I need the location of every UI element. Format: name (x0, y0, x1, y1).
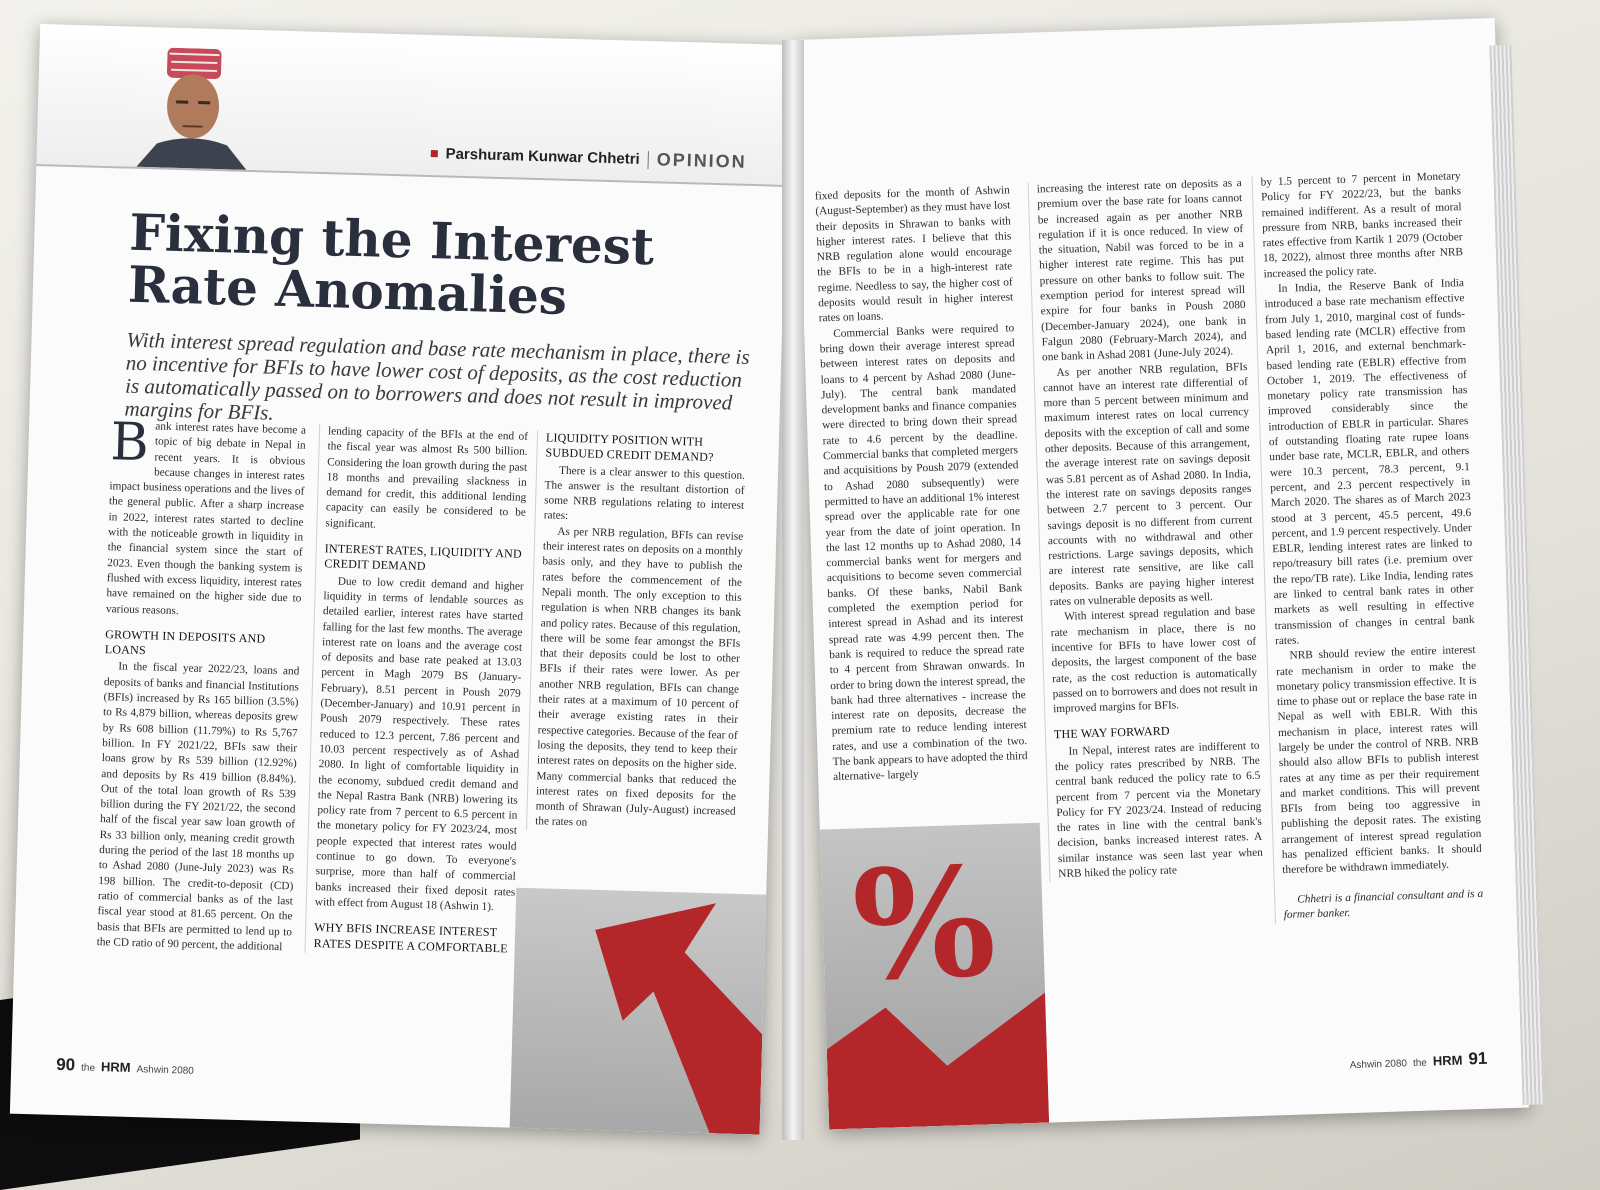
intro-paragraph (105, 412, 307, 622)
paragraph-ashwin: fixed deposits for the month of Ashwin (August-September) as they must have lost their deposits in Shrawan to banks with higher interest rates. I believe that this NRB regulation alone would encourage the BFIs to be in a high-interest rate regime. Needless to say, the higher cost of deposits would result in higher interest rates on loans. (814, 184, 1014, 325)
right-column-1 (815, 183, 1029, 785)
paragraph-policy: by 1.5 percent to 7 percent in Monetary Policy for FY 2022/23, but the banks remained indifferent. As a result of moral pressure from NRB, banks increased their rates effective from Kartik 1 2079 (October 18, 2022), almost three months after NRB increased the policy rate. (1260, 170, 1464, 281)
article-photo-right (820, 823, 1049, 1130)
drop-cap: B (109, 412, 150, 474)
magazine-prefix-right: the (1412, 1057, 1428, 1070)
page-number-right: 91 (1468, 1048, 1488, 1069)
paragraph-growth: In the fiscal year 2022/23, loans and deposits of banks and financial Institutions (BFIs) increased by Rs 165 billion (3.5%) to Rs 4,879 billion, whereas deposits grew by Rs 608 billion (11.79%) to Rs 5,767 billion. In FY 2021/22, BFIs saw their loans grow by Rs 539 billion (12.92%) and deposits by Rs 419 billion (8.84%). Out of the total loan growth of Rs 539 billion during the FY 2021/22, the second half of the fiscal year saw loan growth of Rs 33 billion only, meaning credit growth during the period of the last 18 months up to Ashad 2080 (June-July 2023) was Rs 198 billion. The credit-to-deposit (CD) ratio of commercial banks as of the last fiscal year stood at 81.65 percent. On the basis that BFIs are permitted to lend up to the CD ratio of 90 percent, the additional (96, 660, 300, 953)
paragraph-rates: Due to low credit demand and higher liquidity in terms of lendable sources as detailed earlier, interest rates have started falling for the last few months. The average interest rate on loans and the average cost of deposits and base rate peaked at 13.03 percent in Magh 2079 BS (January-February), 8.51 percent in Poush 2079 (December-January) and 10.91 percent in Poush 2079 respectively. These rates reduced to 12.3 percent, 7.86 percent and 10.03 percent respectively as of Ashad 2080. In light of comfortable liquidity in the economy, subdued credit demand and the Nepal Rastra Bank (NRB) lowering its policy rate from 7 percent to 6.5 percent in the monetary policy for FY 2023/24, most people expected that interest rates would continue to go down. To everyone's surprise, more than half of commercial banks increased their fixed deposit rates with effect from August 18 (Ashwin 1). (314, 575, 524, 913)
paragraph-recommendation: NRB should review the entire interest rate mechanism in order to make the monetary policy transmission effective. It is time to phase out or replace the base rate in Nepal as well with EBLR. With this mechanism in place, interest rates will largely be under the control of NRB. NRB should also allow BFIs to publish interest rates at any time as per their requirement and market conditions. This will prevent BFIs from being too aggressive in publishing the deposit rates. The existing arrangement of interest spread regulation has penalized efficient banks. It should therefore be withdrawn immediately. (1275, 644, 1482, 877)
heading-liquidity: LIQUIDITY POSITION WITH SUBDUED CREDIT DEMAND? (545, 430, 714, 465)
intro-text: ank interest rates have become a topic of big debate in Nepal in recent years. It is obvious because changes in interest rates impact business operations and the lives of the general public. After a sharp increase in 2022, interest rates started to decline with the noticeable growth in liquidity in the financial system since the start of 2023. Even though the banking system is flushed with excess liquidity, interest rates have remained on the higher side due to various reasons. (105, 420, 307, 617)
heading-why: WHY BFIS INCREASE INTEREST RATES DESPITE A COMFORTABLE (313, 920, 508, 955)
right-column-3 (1251, 169, 1483, 923)
article-deck: With interest spread regulation and base rate mechanism in place, there is no incentive for BFIs to have lower cost of deposits, as the cost reduction is automatically passed on to borrowers and does not result in improved margins for BFIs. (124, 327, 750, 425)
left-column-2 (304, 424, 528, 958)
author-bio: Chhetri is a financial consultant and is a former banker. (1283, 887, 1484, 922)
paragraph-india: In India, the Reserve Bank of India introduced a base rate mechanism effective from July 1, 2010, marginal cost of funds-based lending rate (MCLR) effective from April 1, 2016, and external benchmark-based lending rate (EBLR) effective from October 1, 2019. The effectiveness of monetary policy rate transmission has improved considerably since the introduction of EBLR in particular. Shares of outstanding floating rate rupee loans under base rate, MCLR, EBLR, and others were 10.3 percent, 78.3 percent, 9.1 percent, and 2.3 percent respectively in March 2020. The shares as of March 2023 stood at 3 percent, 45.5 percent, 49.6 percent, and 1.9 percent respectively. Under EBLR, lending interest rates are linked to repo/treasury bill rates (i.e. premium over the repo/TB rate). Like India, lending rates are linked to central bank rates in other markets as well resulting in effective transmission of changes in central bank rates. (1264, 277, 1475, 648)
byline (430, 143, 747, 173)
left-page (10, 24, 790, 1135)
paragraph-liquidity-2: As per NRB regulation, BFIs can revise their interest rates on deposits on a monthly basis only, and they have to publish the rates before the commencement of the Nepali month. The only exception to this regulation is when NRB changes its bank and policy rates. Because of this regulation, there will be some fear amongst the BFIs that their deposits could be lost to other BFIs if their rates were lower. As per another NRB regulation, BFIs can change their rates at a maximum of 10 percent of their average existing rates in their respective categories. Because of the fear of losing the deposits, they tend to keep their interest rates on deposits on the higher side. Many commercial banks that reduced the interest rates on fixed deposits for the month of Shrawan (July-August) increased the rates on (535, 525, 744, 830)
paragraph-lending: lending capacity of the BFIs at the end of the fiscal year was almost Rs 500 billion. Considering the loan growth during the past 18 months and prevailing slackness in demand for credit, this additional lending capacity can easily be considered to be significant. (325, 425, 529, 531)
percent-symbol: % (850, 834, 999, 1015)
paragraph-liquidity-1: There is a clear answer to this question. The answer is the resultant distortion of some NRB regulations relating to interest rates: (543, 464, 746, 523)
article-title: Fixing the Interest Rate Anomalies (127, 202, 655, 326)
left-column-3 (526, 430, 746, 835)
right-page (795, 18, 1529, 1129)
paragraph-differential: As per another NRB regulation, BFIs cannot have an interest rate differential of more than 5 percent between minimum and maximum interest rates on local currency deposits with the exception of call and some other deposits. Because of this arrangement, the average interest rate on savings deposit was 5.81 percent as of Ashad 2080. In India, the interest rate on savings deposits ranges between 2.7 percent to 3 percent. Our savings deposit is no different from current accounts with no withdrawal and other restrictions. Large savings deposits, which are interest rate sensitive, are like call deposits. Banks are paying higher interest rates on vulnerable deposits as well. (1042, 360, 1255, 609)
paragraph-nepal: In Nepal, interest rates are indifferent to the policy rates prescribed by NRB. The central bank reduced the policy rate to 6.5 percent from 7 percent via the Monetary Policy for FY 2023/24. Instead of reducing the rates in line with the central bank's decision, banks increased interest rates. A similar instance was seen last year when NRB hiked the policy rate (1054, 739, 1263, 881)
magazine-name-left: HRM (100, 1059, 131, 1075)
book-spine (782, 40, 804, 1140)
page-number-left: 90 (55, 1054, 76, 1075)
right-column-2 (1028, 176, 1264, 883)
folio-left (56, 1055, 194, 1079)
magazine-prefix-left: the (80, 1062, 96, 1074)
article-photo-left (510, 888, 767, 1135)
paragraph-spread: Commercial Banks were required to bring down their average interest spread between interest rates on deposits and loans to 4 percent by Ashad 2080 (June-July). The central bank mandated development banks and finance companies were directed to bring down their spread rate to 4.6 percent by the deadline. Commercial banks that completed mergers and acquisitions by Poush 2079 (extended to Ashad 2080 subsequently) were permitted to have an additional 1% interest spread over the applicable rate for one year from the date of joint operation. In the last 12 months up to Ashad 2080, 14 commercial banks went for mergers and acquisitions to become seven commercial banks. Of these banks, Nabil Bank completed the exemption period for interest spread in Ashad and its interest spread rate was 4.99 percent then. The bank is required to reduce the spread rate to 4 percent from Shrawan onwards. In order to bring down the interest spread, the bank had three alternatives - increase the interest rate on deposits, decrease the premium rate to reduce lending interest rates, and use a combination of the two. The bank appears to have adopted the third alternative- largely (819, 321, 1028, 784)
left-column-1 (96, 412, 307, 955)
author-name: Parshuram Kunwar Chhetri (445, 145, 640, 168)
percent-symbol-graphic (820, 823, 1049, 1130)
folio-right (1349, 1049, 1487, 1073)
byline-divider (647, 151, 649, 169)
issue-right: Ashwin 2080 (1349, 1058, 1408, 1072)
heading-way-forward: THE WAY FORWARD (1053, 723, 1171, 742)
byline-marker (430, 150, 437, 157)
heading-growth: GROWTH IN DEPOSITS AND LOANS (104, 626, 266, 658)
issue-left: Ashwin 2080 (136, 1064, 194, 1077)
author-portrait (136, 47, 249, 170)
rising-arrow-graphic (510, 888, 767, 1135)
header-band (36, 24, 790, 187)
heading-rates: INTEREST RATES, LIQUIDITY AND CREDIT DEMAND (324, 541, 523, 574)
section-label: OPINION (656, 149, 748, 172)
magazine-name-right: HRM (1432, 1052, 1463, 1069)
paragraph-nabil: increasing the interest rate on deposits as a premium over the base rate for loans cannot be increased again as per another NRB regulation if it is once reduced. In view of the situation, Nabil was forced to be in a higher interest rate regime. This has put pressure on other banks to follow suit. The exemption period for interest spread will expire for four banks in Poush 2080 (December-January 2024), one bank in Falgun 2080 (February-March 2024), and one bank in Ashad 2081 (June-July 2024). (1036, 177, 1247, 364)
paragraph-incentive: With interest spread regulation and base rate mechanism in place, there is no incentive for BFIs to have lower cost of deposits, the largest component of the base rate, as the cost reduction is automatically passed on to borrowers and does not result in improved margins for BFIs. (1050, 605, 1258, 716)
